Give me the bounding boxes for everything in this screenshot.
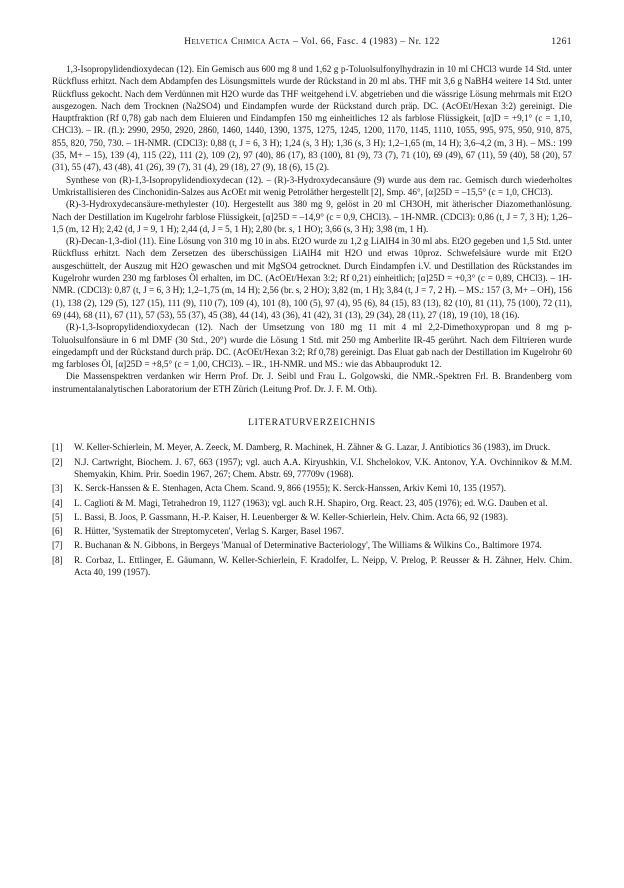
reference-text: W. Keller-Schierlein, M. Meyer, A. Zeeck, M. Damberg, R. Machinek, H. Zähner & G. Lazar, J. Antibiotics 36 (1983), im Druck.: [74, 442, 551, 453]
references-heading: LITERATURVERZEICHNIS: [248, 418, 376, 429]
running-head: [92, 36, 572, 50]
paragraph-isopropylidendioxydecan: 1,3-Isopropylidendioxydecan (12). Ein Gemisch aus 600 mg 8 und 1,62 g p-Toluolsulfonylhydrazin in 10 ml CHCl3 wurde 14 Std. unter Rückfluss erhitzt. Nach dem Abdampfen des Lösungsmittels wurde der Rückstand in 20 ml abs. THF mit 3,6 g NaBH4 weitere 14 Std. unter Rückfluss gekocht. Nach dem Verdünnen mit H2O wurde das THF weitgehend i.V. abgetrieben und die wässrige Lösung mehrmals mit Et2O ausgezogen. Nach dem Trocknen (Na2SO4) und Eindampfen wurde der Rückstand durch präp. DC. (AcOEt/Hexan 3:2) gereinigt. Die Hauptfraktion (Rf 0,78) gab nach dem Eluieren und Eindampfen 150 mg einheitliches 12 als farblose Flüssigkeit, [α]D = +9,1° (c = 1,10, CHCl3). – IR. (fl.): 2990, 2950, 2920, 2860, 1460, 1440, 1390, 1375, 1275, 1245, 1200, 1170, 1145, 1110, 1055, 995, 975, 950, 910, 875, 855, 820, 750, 730. – 1H-NMR. (CDCl3): 0,88 (t, J = 6, 3 H); 1,24 (s, 3 H); 1,36 (s, 3 H); 1,2–1,65 (m, 14 H); 3,6–4,2 (m, 3 H). – MS.: 199 (35, M+ – 15), 139 (4), 115 (22), 111 (2), 109 (2), 97 (40), 86 (17), 83 (100), 81 (9), 73 (7), 71 (10), 69 (49), 67 (11), 59 (40), 58 (20), 57 (31), 55 (47), 43 (48), 41 (26), 39 (7), 31 (4), 29 (18), 27 (9), 18 (6), 15 (2).: [52, 64, 572, 173]
paragraph-methylester: (R)-3-Hydroxydecansäure-methylester (10). Hergestellt aus 380 mg 9, gelöst in 20 ml CH3OH, mit ätherischer Diazomethanlösung. Nach der Destillation im Kugelrohr farblose Flüssigkeit, [α]25D = –14,9° (c = 0,9, CHCl3). – 1H-NMR. (CDCl3): 0,86 (t, J = 7, 3 H); 1,26–1,5 (m, 12 H); 2,42 (d, J = 9, 1 H); 2,44 (d, J = 5, 1 H); 2,80 (br. s, 1 HO); 3,66 (s, 3 H); 3,98 (m, 1 H).: [52, 199, 572, 234]
reference-number: [4]: [52, 497, 63, 508]
reference-item: [52, 441, 572, 453]
reference-text: N.J. Cartwright, Biochem. J. 67, 663 (1957); vgl. auch A.A. Kiryushkin, V.I. Shchelokov, V.K. Antonov, Y.A. Ovchinnikov & M.M. Shemyakin, Khim. Prir. Soedin 1967, 267; Chem. Abstr. 69, 77709v (1968).: [74, 456, 572, 479]
reference-item: [52, 525, 572, 537]
paragraph-r-isopropylidendioxydecan: (R)-1,3-Isopropylidendioxydecan (12). Nach der Umsetzung von 180 mg 11 mit 4 ml 2,2-Dimethoxypropan und 8 mg p-Toluolsulfonsäure in 6 ml DMF (30 Std., 20°) wurde die Lösung 1 Std. mit 250 mg Amberlite IR-45 gerührt. Nach dem Filtrieren wurde eingedampft und der Rückstand durch präp. DC. (AcOEt/Hexan 3:2; Rf 0,78) gereinigt. Das Eluat gab nach der Destillation im Kugelrohr 60 mg farbloses Öl, [α]25D = +8,5° (c = 1,00, CHCl3). – IR., 1H-NMR. und MS.: wie das Abbauprodukt 12.: [52, 322, 572, 370]
reference-text: K. Serck-Hanssen & E. Stenhagen, Acta Chem. Scand. 9, 866 (1955); K. Serck-Hanssen, Arkiv Kemi 10, 135 (1957).: [74, 483, 506, 494]
reference-number: [6]: [52, 526, 63, 537]
paragraph-decandiol: (R)-Decan-1,3-diol (11). Eine Lösung von 310 mg 10 in abs. Et2O wurde zu 1,2 g LiAlH4 in 30 ml abs. Et2O gegeben und 1,5 Std. unter Rückfluss erhitzt. Nach dem Zersetzen des überschüssigen LiAlH4 mit H2O und etwas 10proz. Schwefelsäure wurde mit Et2O ausgeschüttelt, der Auszug mit H2O gewaschen und mit MgSO4 getrocknet. Durch Eindampfen i.V. und Destillation des Rückstandes im Kugelrohr wurden 230 mg farbloses Öl erhalten, im DC. (AcOEt/Hexan 3:2; Rf 0,21) einheitlich; [α]25D = +0,3° (c = 0,89, CHCl3). – 1H-NMR. (CDCl3): 0,87 (t, J = 6, 3 H); 1,2–1,75 (m, 14 H); 2,56 (br. s, 2 HO); 3,82 (m, 1 H); 3,84 (t, J = 7, 2 H). – MS.: 157 (3, M+ – OH), 156 (1), 138 (2), 129 (5), 127 (15), 111 (9), 110 (7), 109 (4), 101 (8), 100 (5), 97 (4), 95 (6), 84 (15), 83 (13), 82 (10), 81 (11), 75 (100), 72 (11), 69 (44), 68 (11), 67 (11), 57 (53), 55 (37), 45 (38), 44 (14), 43 (36), 41 (42), 31 (13), 29 (34), 28 (11), 27 (18), 19 (10), 18 (16).: [52, 236, 572, 320]
paragraph-synthese: Synthese von (R)-1,3-Isopropylidendioxydecan (12). – (R)-3-Hydroxydecansäure (9) wurde aus dem rac. Gemisch durch wiederholtes Umkristallisieren des Cinchonidin-Salzes aus AcOEt mit wenig Petroläther hergestellt [2], Smp. 46°, [α]25D = –15,5° (c = 1,0, CHCl3).: [52, 174, 572, 197]
reference-item: [52, 539, 572, 551]
reference-number: [3]: [52, 483, 63, 494]
reference-item: [52, 456, 572, 481]
reference-item: [52, 511, 572, 523]
reference-item: [52, 482, 572, 494]
reference-text: L. Bassi, B. Joos, P. Gassmann, H.-P. Kaiser, H. Leuenberger & W. Keller-Schierlein, Helv. Chim. Acta 66, 92 (1983).: [74, 511, 508, 522]
reference-text: R. Buchanan & N. Gibbons, in Bergeys 'Manual of Determinative Bacteriology', The Williams & Wilkins Co., Baltimore 1974.: [74, 540, 542, 551]
reference-text: R. Hütter, 'Systematik der Streptomyceten', Verlag S. Karger, Basel 1967.: [74, 526, 344, 537]
reference-number: [2]: [52, 456, 63, 467]
reference-text: R. Corbaz, L. Ettlinger, E. Gäumann, W. Keller-Schierlein, F. Kradolfer, L. Neipp, V. Prelog, P. Reusser & H. Zähner, Helv. Chim. Acta 40, 199 (1957).: [74, 554, 572, 577]
journal-issue: – Vol. 66, Fasc. 4 (1983) – Nr. 122: [290, 36, 440, 47]
reference-number: [5]: [52, 511, 63, 522]
reference-list: [52, 441, 572, 578]
journal-title: Helvetica Chimica Acta: [184, 36, 291, 47]
paragraph-acknowledgements: Die Massenspektren verdanken wir Herrn Prof. Dr. J. Seibl und Frau L. Golgowski, die NMR.-Spektren Frl. B. Brandenberg vom instrumentalanalytischen Laboratorium der ETH Zürich (Leitung Prof. Dr. J. F. M. Oth).: [52, 371, 572, 394]
reference-text: L. Caglioti & M. Magi, Tetrahedron 19, 1127 (1963); vgl. auch R.H. Shapiro, Org. React. 23, 405 (1976); ed. W.G. Dauben et al.: [74, 497, 548, 508]
reference-number: [7]: [52, 540, 63, 551]
reference-item: [52, 497, 572, 509]
reference-number: [8]: [52, 554, 63, 565]
reference-number: [1]: [52, 442, 63, 453]
reference-item: [52, 554, 572, 579]
page-number: 1261: [551, 36, 572, 47]
